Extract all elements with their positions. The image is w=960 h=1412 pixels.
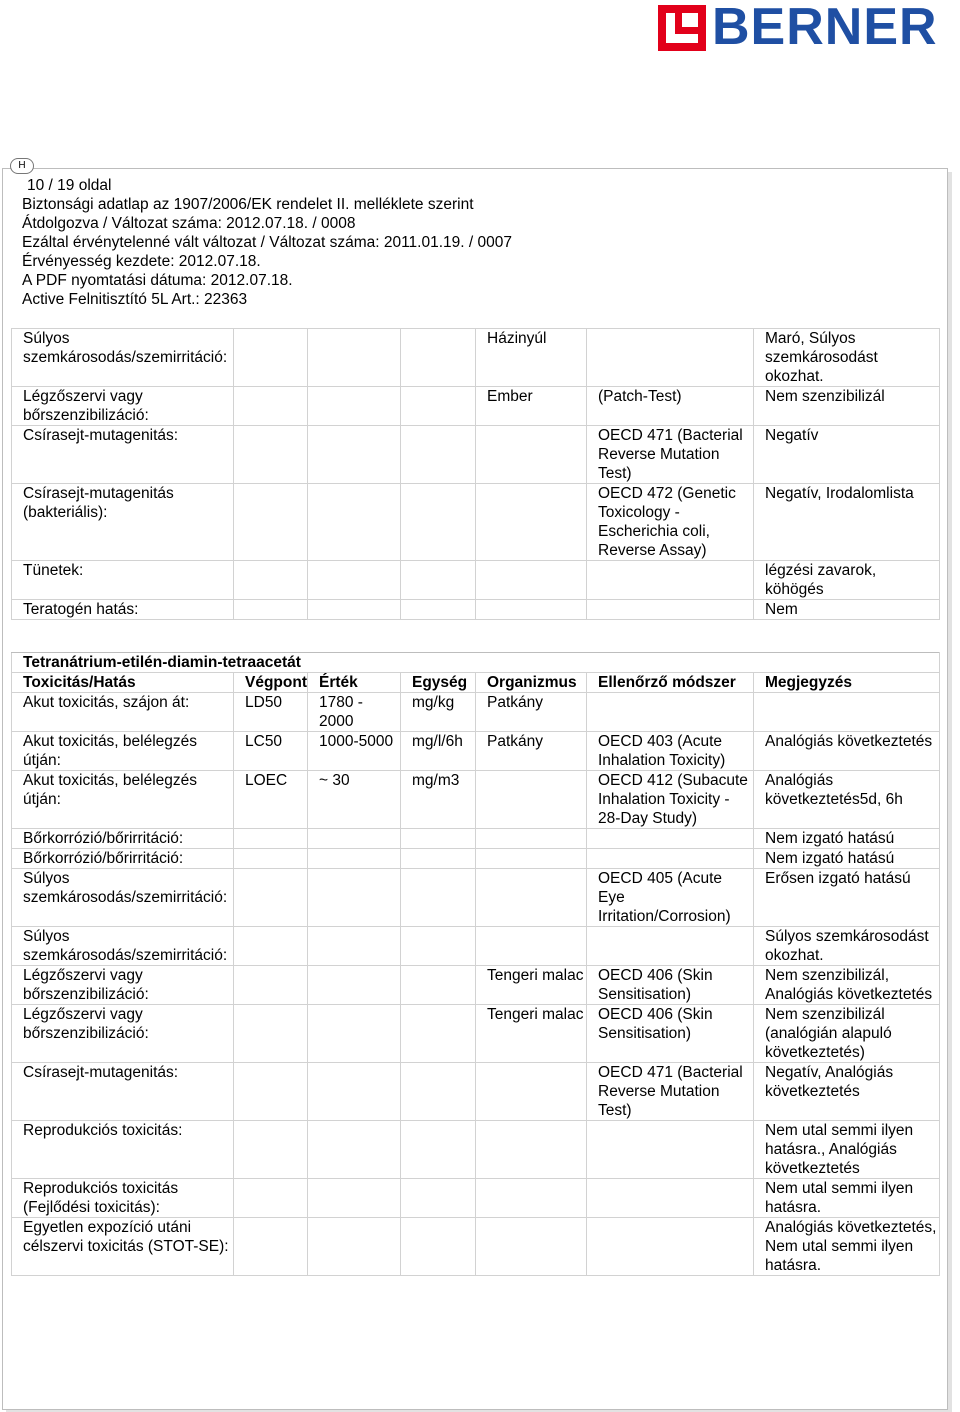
table-cell: Tengeri malac [476,1005,587,1063]
table-cell [234,1005,308,1063]
table-cell [308,829,401,849]
table-cell: Negatív, Irodalomlista [754,484,940,561]
header-line: Érvényesség kezdete: 2012.07.18. [22,253,261,270]
table-cell [401,426,476,484]
table-row [12,484,940,561]
header-line: Active Felnitisztító 5L Art.: 22363 [22,291,248,308]
column-header: Organizmus [476,673,587,693]
table-cell: LOEC [234,771,308,829]
toxicity-table-1 [11,328,940,620]
table-cell [401,329,476,387]
table-cell: Negatív, Analógiás következtetés [754,1063,940,1121]
table-cell [308,329,401,387]
table-cell: OECD 471 (Bacterial Reverse Mutation Test) [587,426,754,484]
table-row [12,1218,940,1276]
table-cell [476,484,587,561]
page-number: 10 / 19 oldal [27,177,112,194]
table-cell [308,869,401,927]
table-cell: mg/l/6h [401,732,476,771]
table-cell: mg/m3 [401,771,476,829]
table-cell: Bőrkorrózió/bőrirritáció: [12,829,234,849]
table-row [12,829,940,849]
table-cell [308,1121,401,1179]
table-cell [234,927,308,966]
column-header: Megjegyzés [754,673,940,693]
table-cell [401,561,476,600]
table-cell [476,869,587,927]
table-header-row [12,673,940,693]
table-cell: Nem izgató hatású [754,829,940,849]
document-header [22,176,512,309]
table-cell: Légzőszervi vagy bőrszenzibilizáció: [12,387,234,426]
table-cell: Reprodukciós toxicitás: [12,1121,234,1179]
table-cell [587,849,754,869]
table-cell [587,829,754,849]
toxicity-table-2 [11,652,940,1276]
berner-logo-mark-icon [658,5,706,51]
table-cell [308,426,401,484]
table-row [12,869,940,927]
table-cell: Erősen izgató hatású [754,869,940,927]
brand-name: BERNER [712,0,938,56]
table-cell [476,1218,587,1276]
table-cell [234,829,308,849]
table-cell [401,387,476,426]
table-cell [476,426,587,484]
column-header: Egység [401,673,476,693]
table-cell: Nem izgató hatású [754,849,940,869]
table-cell: Patkány [476,732,587,771]
table-cell: Akut toxicitás, belélegzés útján: [12,771,234,829]
language-badge: H [10,158,34,174]
header-line: A PDF nyomtatási dátuma: 2012.07.18. [22,272,293,289]
table-cell: Ember [476,387,587,426]
table-cell [401,1121,476,1179]
table-cell: Analógiás következtetés [754,732,940,771]
column-header: Toxicitás/Hatás [12,673,234,693]
table-cell: 1780 - 2000 [308,693,401,732]
table-cell [476,927,587,966]
table-cell: OECD 471 (Bacterial Reverse Mutation Test) [587,1063,754,1121]
table-cell: Nem [754,600,940,620]
table-cell [476,1179,587,1218]
table-cell: Teratogén hatás: [12,600,234,620]
table-cell [234,561,308,600]
table-cell: OECD 472 (Genetic Toxicology - Escherichia coli, Reverse Assay) [587,484,754,561]
table-cell: Súlyos szemkárosodás/szemirritáció: [12,927,234,966]
table-cell: Maró, Súlyos szemkárosodást okozhat. [754,329,940,387]
table-cell [476,829,587,849]
table-cell [587,1121,754,1179]
table-cell [587,927,754,966]
table-cell [308,1063,401,1121]
table-cell [234,849,308,869]
table-cell [308,1218,401,1276]
table-cell: mg/kg [401,693,476,732]
table-cell [476,1121,587,1179]
table-cell [401,869,476,927]
table-cell: Reprodukciós toxicitás (Fejlődési toxicitás): [12,1179,234,1218]
table-cell [401,1218,476,1276]
table-cell: Tengeri malac [476,966,587,1005]
table-cell [234,387,308,426]
table-cell: Légzőszervi vagy bőrszenzibilizáció: [12,1005,234,1063]
table-cell: Analógiás következtetés, Nem utal semmi ilyen hatásra. [754,1218,940,1276]
table-cell [401,966,476,1005]
table-row [12,1063,940,1121]
table-cell: légzési zavarok, köhögés [754,561,940,600]
table-cell: Tünetek: [12,561,234,600]
table-cell: Nem szenzibilizál, Analógiás következtetés [754,966,940,1005]
table-cell [401,600,476,620]
table-cell: Súlyos szemkárosodás/szemirritáció: [12,869,234,927]
table-cell: ~ 30 [308,771,401,829]
table-cell [234,869,308,927]
table-cell: Súlyos szemkárosodást okozhat. [754,927,940,966]
table-cell [308,387,401,426]
table-row [12,927,940,966]
table-cell [401,927,476,966]
table-cell: 1000-5000 [308,732,401,771]
berner-logo [658,0,958,56]
table-cell [234,329,308,387]
table-cell [234,1063,308,1121]
table-cell [401,1179,476,1218]
table-row [12,426,940,484]
table-cell [234,1121,308,1179]
table-cell: LC50 [234,732,308,771]
table-cell [234,966,308,1005]
table-cell: Légzőszervi vagy bőrszenzibilizáció: [12,966,234,1005]
table-cell [754,693,940,732]
table-cell: OECD 405 (Acute Eye Irritation/Corrosion) [587,869,754,927]
table-cell [308,600,401,620]
table-cell: Analógiás következtetés5d, 6h [754,771,940,829]
table-cell [308,1179,401,1218]
table-cell: OECD 406 (Skin Sensitisation) [587,1005,754,1063]
table-cell [476,1063,587,1121]
table-cell [308,849,401,869]
table-row [12,732,940,771]
table-cell: Csírasejt-mutagenitás: [12,426,234,484]
column-header: Érték [308,673,401,693]
table-cell: LD50 [234,693,308,732]
table-row [12,1005,940,1063]
table-cell [234,600,308,620]
table-cell: (Patch-Test) [587,387,754,426]
table-cell: OECD 412 (Subacute Inhalation Toxicity - 28-Day Study) [587,771,754,829]
table-cell [587,561,754,600]
header-line: Biztonsági adatlap az 1907/2006/EK rendelet II. melléklete szerint [22,196,474,213]
table-cell [401,849,476,869]
table-cell [476,771,587,829]
table-cell [234,426,308,484]
table-cell [587,1218,754,1276]
table-cell [401,829,476,849]
table-cell [476,600,587,620]
table-row [12,561,940,600]
table-row [12,771,940,829]
table-cell: Akut toxicitás, belélegzés útján: [12,732,234,771]
table-row [12,1179,940,1218]
table-row [12,849,940,869]
table-cell [587,693,754,732]
header-line: Ezáltal érvénytelenné vált változat / Változat száma: 2011.01.19. / 0007 [22,234,512,251]
table-cell [234,1218,308,1276]
table-cell [401,1063,476,1121]
table-cell [587,1179,754,1218]
table-cell [308,966,401,1005]
table-cell: Csírasejt-mutagenitás (bakteriális): [12,484,234,561]
table-cell: Súlyos szemkárosodás/szemirritáció: [12,329,234,387]
table-cell [476,849,587,869]
table-cell [308,927,401,966]
table-cell [587,329,754,387]
table-cell: Házinyúl [476,329,587,387]
table-cell: Nem szenzibilizál [754,387,940,426]
table-row [12,600,940,620]
table-cell: Negatív [754,426,940,484]
table-cell [401,484,476,561]
header-line: Átdolgozva / Változat száma: 2012.07.18. / 0008 [22,215,356,232]
table-cell: Bőrkorrózió/bőrirritáció: [12,849,234,869]
table-row [12,1121,940,1179]
table-cell: OECD 406 (Skin Sensitisation) [587,966,754,1005]
table-cell: OECD 403 (Acute Inhalation Toxicity) [587,732,754,771]
table-cell: Nem utal semmi ilyen hatásra. [754,1179,940,1218]
substance-title: Tetranátrium-etilén-diamin-tetraacetát [12,653,940,673]
table-cell: Nem utal semmi ilyen hatásra., Analógiás következtetés [754,1121,940,1179]
column-header: Végpont [234,673,308,693]
table-row [12,693,940,732]
table-cell: Akut toxicitás, szájon át: [12,693,234,732]
table-cell: Nem szenzibilizál (analógián alapuló következtetés) [754,1005,940,1063]
table-cell [401,1005,476,1063]
table-cell: Egyetlen expozíció utáni célszervi toxicitás (STOT-SE): [12,1218,234,1276]
table-row [12,329,940,387]
table-cell [308,484,401,561]
table-cell [587,600,754,620]
table-cell [234,484,308,561]
column-header: Ellenőrző módszer [587,673,754,693]
table-cell [476,561,587,600]
table-cell [308,561,401,600]
table-cell: Patkány [476,693,587,732]
table-cell [308,1005,401,1063]
table-row [12,387,940,426]
table-row [12,966,940,1005]
table-cell: Csírasejt-mutagenitás: [12,1063,234,1121]
table-cell [234,1179,308,1218]
